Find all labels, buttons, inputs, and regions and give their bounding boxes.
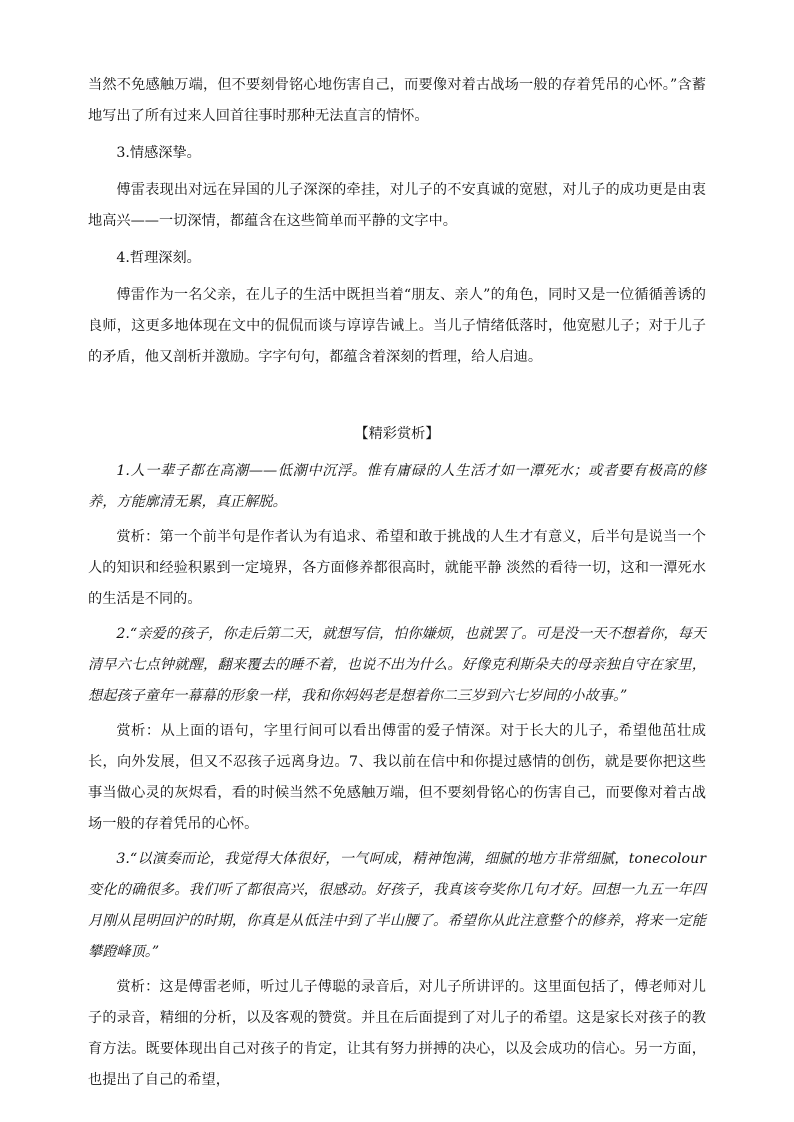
quote-1: 1.人一辈子都在高潮——低潮中沉浮。惟有庸碌的人生活才如一潭死水；或者要有极高的修养，方能廓清无累，真正解脱。 [88,463,706,510]
point-3-heading: 3.情感深挚。 [116,145,201,161]
point-4-heading: 4.哲理深刻。 [116,250,201,266]
analysis-1: 赏析：第一个前半句是作者认为有追求、希望和敢于挑战的人生才有意义，后半句是说当一个人的知识和经验积累到一定境界，各方面修养都很高时，就能平静 淡然的看待一切，这和一潭死水的生活是不同的。 [88,529,706,607]
quote-3: 3.“以演奏而论，我觉得大体很好，一气呵成，精神饱满，细腻的地方非常细腻，tonecolour变化的确很多。我们听了都很高兴，很感动。好孩子，我真该夸奖你几句才好。回想一九五一年四月刚从昆明回沪的时期，你真是从低洼中到了半山腰了。希望你从此注意整个的修养，将来一定能攀蹬峰顶。” [88,851,706,960]
point-3-body: 傅雷表现出对远在异国的儿子深深的牵挂，对儿子的不安真诚的宽慰，对儿子的成功更是由衷地高兴——一切深情，都蕴含在这些简单而平静的文字中。 [88,182,706,229]
quote-2: 2.“亲爱的孩子，你走后第二天，就想写信，怕你嫌烦，也就罢了。可是没一天不想着你，每天清早六七点钟就醒，翻来覆去的睡不着，也说不出为什么。好像克利斯朵夫的母亲独自守在家里，想起孩子童年一幕幕的形象一样，我和你妈妈老是想着你二三岁到六七岁间的小故事。” [88,626,706,704]
paragraph-continuation: 当然不免感触万端，但不要刻骨铭心地伤害自己，而要像对着古战场一般的存着凭吊的心怀。”含蓄地写出了所有过来人回首往事时那种无法直言的情怀。 [88,77,706,124]
point-4-body: 傅雷作为一名父亲，在儿子的生活中既担当着“朋友、亲人”的角色，同时又是一位循循善诱的良师，这更多地体现在文中的侃侃而谈与谆谆告诫上。当儿子情绪低落时，他宽慰儿子；对于儿子的矛盾，他又剖析并激励。字字句句，都蕴含着深刻的哲理，给人启迪。 [88,287,706,365]
analysis-3: 赏析：这是傅雷老师，听过儿子傅聪的录音后，对儿子所讲评的。这里面包括了，傅老师对儿子的录音，精细的分析，以及客观的赞赏。并且在后面提到了对儿子的希望。这是家长对孩子的教育方法。既要体现出自己对孩子的肯定，让其有努力拼搏的决心，以及会成功的信心。另一方面，也提出了自己的希望， [88,979,706,1088]
analysis-2: 赏析：从上面的语句，字里行间可以看出傅雷的爱子情深。对于长大的儿子，希望他茁壮成长，向外发展，但又不忍孩子远离身边。7、我以前在信中和你提过感情的创伤，就是要你把这些事当做心灵的灰烬看，看的时候当然不免感触万端，但不要刻骨铭心的伤害自己，而要像对着古战场一般的存着凭吊的心怀。 [88,723,706,832]
section-title: 【精彩赏析】 [354,426,440,442]
